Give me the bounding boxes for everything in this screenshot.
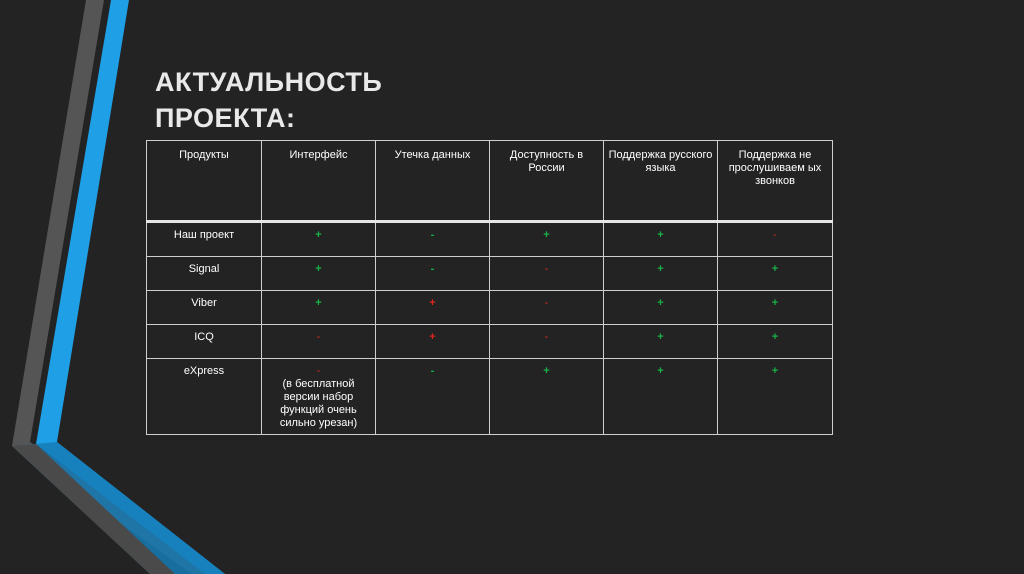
rating-mark: - <box>544 297 549 309</box>
table-header-row <box>147 141 833 222</box>
rating-cell <box>376 222 490 257</box>
rating-cell <box>376 257 490 291</box>
rating-cell <box>376 291 490 325</box>
rating-cell <box>490 291 604 325</box>
product-name-cell: Signal <box>147 257 262 291</box>
rating-cell <box>262 359 376 435</box>
table-body <box>147 222 833 435</box>
rating-cell <box>604 257 718 291</box>
rating-cell <box>718 325 833 359</box>
product-name-cell: ICQ <box>147 325 262 359</box>
rating-cell <box>718 359 833 435</box>
rating-cell <box>490 222 604 257</box>
header-russian-support: Поддержка русского языка <box>604 141 718 222</box>
title-line-2: ПРОЕКТА: <box>155 103 296 133</box>
header-interface: Интерфейс <box>262 141 376 222</box>
rating-mark: + <box>771 263 779 275</box>
product-name-cell: Наш проект <box>147 222 262 257</box>
rating-mark: - <box>316 365 321 377</box>
rating-mark: - <box>316 331 321 343</box>
header-call-privacy: Поддержка не прослушиваем ых звонков <box>718 141 833 222</box>
rating-cell <box>490 359 604 435</box>
rating-mark: + <box>657 263 664 275</box>
rating-mark: + <box>429 331 436 343</box>
rating-cell <box>718 257 833 291</box>
table-row <box>147 222 833 257</box>
rating-cell <box>604 291 718 325</box>
rating-cell <box>376 325 490 359</box>
product-name-cell: eXpress <box>147 359 262 435</box>
rating-mark: + <box>771 365 779 377</box>
rating-cell <box>604 359 718 435</box>
table-row <box>147 359 833 435</box>
rating-cell <box>262 257 376 291</box>
rating-cell <box>718 222 833 257</box>
rating-mark: + <box>771 297 779 309</box>
rating-mark: + <box>543 229 550 241</box>
header-availability: Доступность в России <box>490 141 604 222</box>
rating-cell <box>490 325 604 359</box>
rating-mark: - <box>544 331 549 343</box>
rating-mark: - <box>430 229 435 241</box>
header-data-leak: Утечка данных <box>376 141 490 222</box>
cell-note: (в бесплатной версии набор функций очень сильно урезан) <box>279 378 358 429</box>
rating-cell <box>262 325 376 359</box>
rating-mark: - <box>430 263 435 275</box>
rating-mark: + <box>315 229 322 241</box>
rating-mark: - <box>544 263 549 275</box>
rating-cell <box>604 325 718 359</box>
rating-mark: + <box>429 297 436 309</box>
rating-cell <box>262 222 376 257</box>
rating-mark: + <box>543 365 550 377</box>
rating-mark: + <box>657 297 664 309</box>
table-row <box>147 291 833 325</box>
rating-mark: + <box>315 263 322 275</box>
comparison-table <box>146 140 833 435</box>
rating-cell <box>604 222 718 257</box>
title-line-1: АКТУАЛЬНОСТЬ <box>155 67 383 97</box>
rating-mark: + <box>657 229 664 241</box>
rating-mark: + <box>657 365 664 377</box>
rating-cell <box>718 291 833 325</box>
table-row <box>147 325 833 359</box>
rating-mark: + <box>657 331 664 343</box>
gray-wedge-shape <box>12 444 175 574</box>
rating-cell <box>262 291 376 325</box>
rating-mark: - <box>430 365 435 377</box>
rating-mark: + <box>315 297 322 309</box>
rating-mark: + <box>771 331 779 343</box>
product-name-cell: Viber <box>147 291 262 325</box>
slide-title <box>155 64 555 136</box>
header-products: Продукты <box>147 141 262 222</box>
rating-cell <box>376 359 490 435</box>
rating-mark: - <box>773 229 777 241</box>
rating-cell <box>490 257 604 291</box>
table-row <box>147 257 833 291</box>
